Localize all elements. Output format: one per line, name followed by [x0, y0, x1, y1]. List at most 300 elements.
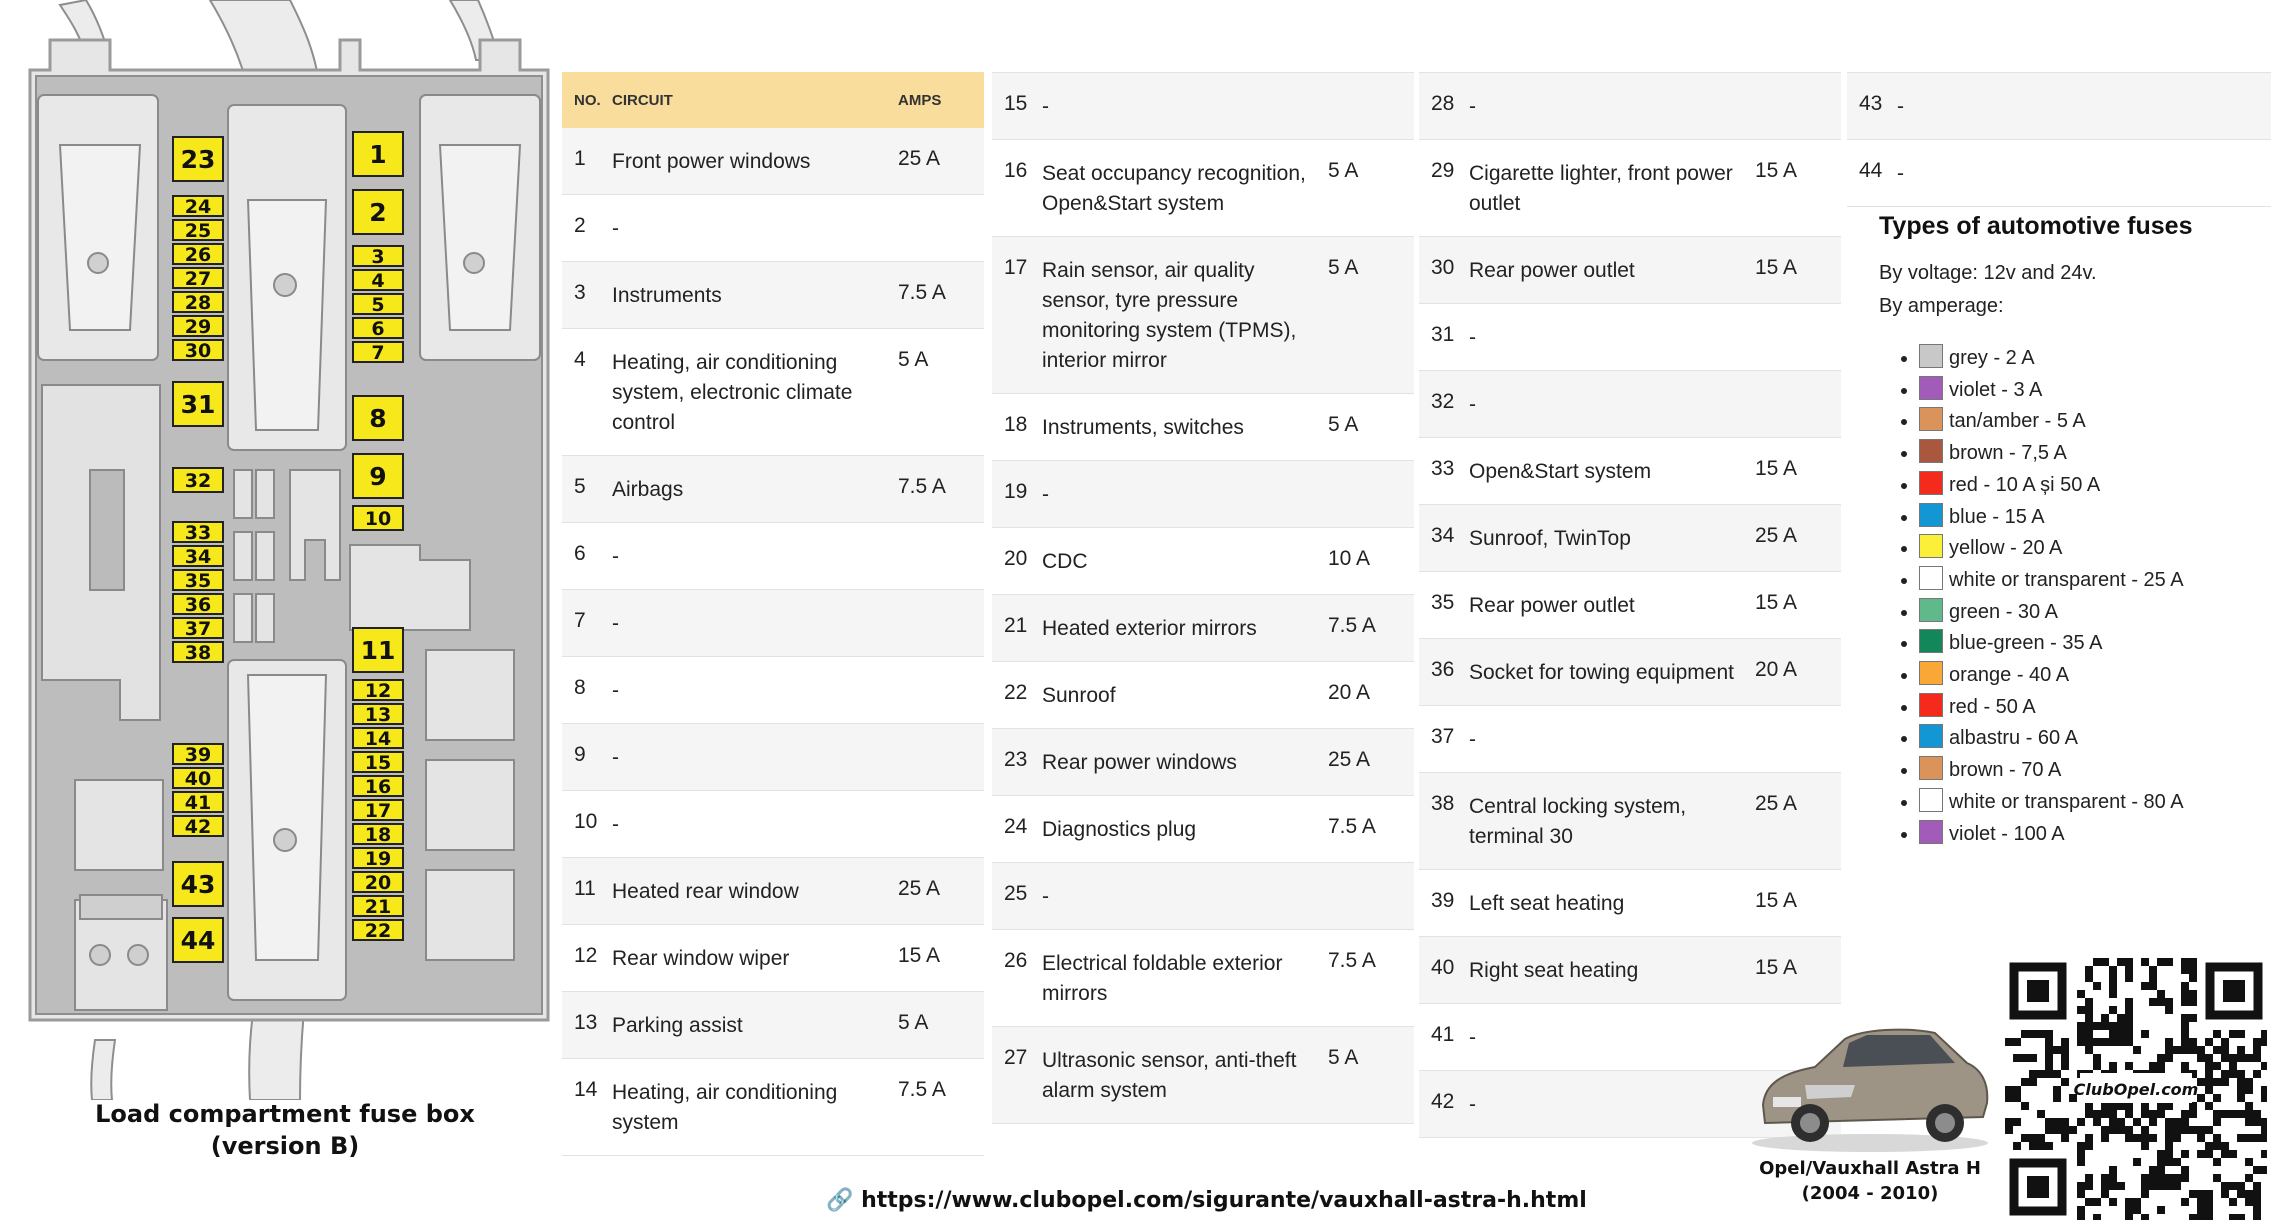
qr-module: [2013, 1118, 2021, 1126]
legend-item: [1919, 343, 2269, 375]
legend-item: [1919, 819, 2269, 851]
table-row: [1419, 73, 1841, 140]
qr-module: [2085, 1182, 2093, 1190]
qr-module: [2109, 1110, 2117, 1118]
fuse-circuit: -: [1897, 162, 1904, 185]
qr-module: [2085, 966, 2093, 974]
fuse-amps: 25 A: [1328, 748, 1371, 771]
color-swatch: [1919, 376, 1943, 400]
source-link[interactable]: [826, 1188, 1587, 1213]
fuse-7: [353, 342, 403, 364]
table-row: [562, 128, 984, 195]
fuse-circuit: Diagnostics plug: [1042, 818, 1197, 841]
fuse-number: 36: [1431, 658, 1455, 681]
fuse-label: 21: [364, 896, 392, 918]
qr-module: [2205, 1054, 2213, 1062]
fuse-label: 26: [184, 244, 212, 266]
qr-module: [2085, 1014, 2093, 1022]
car-image: [1745, 1005, 1995, 1155]
qr-module: [2013, 1054, 2021, 1062]
qr-module: [2165, 1182, 2173, 1190]
qr-module: [2053, 1046, 2061, 1054]
fuse-circuit: Socket for towing equipment: [1469, 661, 1734, 684]
qr-module: [2133, 1118, 2141, 1126]
qr-code: [2005, 958, 2267, 1220]
qr-module: [2221, 1054, 2229, 1062]
qr-module: [2173, 1182, 2181, 1190]
fuse-amps: 7.5 A: [1328, 614, 1376, 637]
qr-module: [2205, 1062, 2213, 1070]
fuse-43: [173, 862, 223, 906]
legend-label: tan/amber - 5 A: [1949, 410, 2086, 433]
fuse-label: 10: [364, 508, 392, 530]
fuse-amps: 5 A: [1328, 413, 1359, 436]
qr-module: [2037, 1110, 2045, 1118]
table-row: [1419, 870, 1841, 937]
qr-module: [2253, 1054, 2261, 1062]
qr-module: [2141, 1174, 2149, 1182]
fuse-label: 42: [184, 816, 212, 838]
qr-module: [2221, 1110, 2229, 1118]
qr-module: [2061, 1134, 2069, 1142]
qr-module: [2053, 1070, 2061, 1078]
fuse-number: 8: [574, 676, 586, 699]
qr-module: [2261, 1126, 2267, 1134]
fuse-number: 24: [1004, 815, 1028, 838]
fuse-label: 38: [184, 642, 212, 664]
fuse-number: 30: [1431, 256, 1455, 279]
qr-module: [2253, 1046, 2261, 1054]
color-swatch: [1919, 820, 1943, 844]
qr-module: [2077, 1190, 2085, 1198]
qr-module: [2125, 974, 2133, 982]
fuse-16: [353, 776, 403, 798]
qr-module: [2189, 1214, 2197, 1220]
fuse-42: [173, 816, 223, 838]
qr-module: [2221, 1046, 2229, 1054]
qr-module: [2157, 1174, 2165, 1182]
qr-module: [2125, 966, 2133, 974]
qr-module: [2181, 1150, 2189, 1158]
qr-module: [2061, 1038, 2069, 1046]
car-caption: [1740, 1156, 2000, 1206]
table-row: [562, 724, 984, 791]
qr-module: [2173, 1118, 2181, 1126]
color-swatch: [1919, 566, 1943, 590]
qr-module: [2205, 1038, 2213, 1046]
table-row: [992, 73, 1414, 140]
qr-module: [2077, 1158, 2085, 1166]
fuse-number: 6: [574, 542, 586, 565]
qr-module: [2213, 1142, 2221, 1150]
fuse-label: 36: [184, 594, 212, 616]
qr-module: [2261, 1030, 2267, 1038]
fuse-label: 3: [371, 246, 385, 268]
fuse-label: 23: [180, 145, 216, 174]
fuse-label: 4: [371, 270, 385, 292]
qr-module: [2101, 1126, 2109, 1134]
qr-module: [2197, 1190, 2205, 1198]
qr-module: [2133, 1198, 2141, 1206]
qr-module: [2077, 990, 2085, 998]
qr-module: [2029, 1142, 2037, 1150]
fuse-table-1: [562, 72, 984, 1156]
qr-module: [2181, 982, 2189, 990]
qr-module: [2141, 1214, 2149, 1220]
qr-module: [2213, 1046, 2221, 1054]
qr-module: [2005, 1038, 2013, 1046]
legend-label: brown - 7,5 A: [1949, 442, 2067, 465]
qr-module: [2053, 1126, 2061, 1134]
legend-item: [1919, 628, 2269, 660]
table-row: [562, 329, 984, 456]
qr-module: [2085, 1174, 2093, 1182]
fuse-1: [353, 132, 403, 176]
fuse-number: 32: [1431, 390, 1455, 413]
fuse-circuit: -: [1469, 326, 1476, 349]
fuse-circuit: Front power windows: [612, 150, 811, 173]
qr-module: [2157, 958, 2165, 966]
legend-list: [1879, 343, 2269, 850]
fuse-box-diagram: [0, 0, 560, 1100]
color-swatch: [1919, 344, 1943, 368]
table-row: [992, 140, 1414, 237]
fuse-10: [353, 506, 403, 530]
qr-module: [2237, 1054, 2245, 1062]
qr-module: [2205, 1086, 2213, 1094]
legend-item: [1919, 723, 2269, 755]
qr-module: [2253, 1070, 2261, 1078]
qr-module: [2173, 1174, 2181, 1182]
qr-module: [2181, 1038, 2189, 1046]
fuse-label: 43: [180, 870, 216, 899]
qr-module: [2101, 1182, 2109, 1190]
qr-module: [2181, 1046, 2189, 1054]
color-swatch: [1919, 788, 1943, 812]
fuse-amps: 20 A: [1328, 681, 1371, 704]
fuse-label: 20: [364, 872, 392, 894]
qr-module: [2229, 1030, 2237, 1038]
qr-module: [2221, 1150, 2229, 1158]
fuse-amps: [898, 724, 984, 791]
qr-module: [2205, 1142, 2213, 1150]
qr-module: [2245, 1110, 2253, 1118]
table-row: [992, 930, 1414, 1027]
color-swatch: [1919, 439, 1943, 463]
qr-module: [2109, 1062, 2117, 1070]
table-row: [1419, 572, 1841, 639]
qr-module: [2197, 1206, 2205, 1214]
fuse-circuit: Ultrasonic sensor, anti-theft alarm system: [1042, 1049, 1297, 1102]
qr-module: [2133, 1134, 2141, 1142]
fuse-circuit: -: [1469, 728, 1476, 751]
qr-module: [2245, 1078, 2253, 1086]
legend-label: orange - 40 A: [1949, 664, 2070, 687]
fuse-22: [353, 920, 403, 942]
qr-module: [2125, 1214, 2133, 1220]
qr-module: [2189, 974, 2197, 982]
color-swatch: [1919, 693, 1943, 717]
fuse-number: 20: [1004, 547, 1028, 570]
qr-module: [2149, 998, 2157, 1006]
fuse-number: 14: [574, 1078, 598, 1101]
color-swatch: [1919, 629, 1943, 653]
qr-module: [2197, 1126, 2205, 1134]
qr-module: [2197, 1214, 2205, 1220]
qr-module: [2173, 1158, 2181, 1166]
qr-module: [2237, 1110, 2245, 1118]
table-row: [992, 863, 1414, 930]
legend-voltage: By voltage: 12v and 24v.: [1879, 262, 2097, 284]
legend-label: albastru - 60 A: [1949, 727, 2078, 750]
qr-module: [2101, 1038, 2109, 1046]
qr-module: [2061, 1062, 2069, 1070]
qr-module: [2093, 958, 2101, 966]
fuse-number: 22: [1004, 681, 1028, 704]
fuse-circuit: -: [612, 746, 619, 769]
qr-module: [2245, 1198, 2253, 1206]
qr-module: [2261, 1062, 2267, 1070]
fuse-amps: 15 A: [1755, 591, 1798, 614]
qr-module: [2109, 1126, 2117, 1134]
fuse-circuit: Sunroof, TwinTop: [1469, 527, 1631, 550]
fuse-amps: 25 A: [898, 147, 941, 170]
table-row: [1419, 505, 1841, 572]
qr-module: [2205, 1150, 2213, 1158]
qr-module: [2117, 1182, 2125, 1190]
fuse-label: 25: [184, 220, 212, 242]
fuse-circuit: -: [1042, 885, 1049, 908]
table-row: [562, 858, 984, 925]
fuse-label: 30: [184, 340, 212, 362]
fuse-circuit: Right seat heating: [1469, 959, 1639, 982]
qr-module: [2077, 1022, 2085, 1030]
qr-module: [2013, 1094, 2021, 1102]
fuse-3: [353, 246, 403, 268]
fuse-5: [353, 294, 403, 316]
qr-module: [2093, 1198, 2101, 1206]
fuse-8: [353, 396, 403, 440]
fuse-label: 39: [184, 744, 212, 766]
fuse-number: 9: [574, 743, 586, 766]
qr-module: [2237, 1086, 2245, 1094]
qr-module: [2061, 1054, 2069, 1062]
fuse-amps: [1755, 371, 1841, 438]
qr-module: [2149, 1182, 2157, 1190]
fuse-circuit: Left seat heating: [1469, 892, 1625, 915]
qr-module: [2165, 1134, 2173, 1142]
fuse-circuit: Instruments: [612, 284, 722, 307]
fuse-circuit: -: [1469, 1093, 1476, 1116]
qr-module: [2157, 1150, 2165, 1158]
fuse-amps: 15 A: [1755, 889, 1798, 912]
qr-module: [2261, 1038, 2267, 1046]
qr-module: [2029, 1078, 2037, 1086]
table-row: [1419, 140, 1841, 237]
qr-module: [2229, 1182, 2237, 1190]
qr-module: [2021, 1054, 2029, 1062]
fuse-label: 32: [184, 470, 212, 492]
qr-module: [2253, 1182, 2261, 1190]
qr-module: [2125, 1038, 2133, 1046]
fuse-number: 40: [1431, 956, 1455, 979]
qr-module: [2213, 1118, 2221, 1126]
qr-module: [2109, 974, 2117, 982]
qr-module: [2125, 1110, 2133, 1118]
qr-module: [2045, 1038, 2053, 1046]
qr-module: [2157, 998, 2165, 1006]
qr-module: [2181, 1118, 2189, 1126]
fuse-label: 2: [369, 198, 387, 227]
table-row: [562, 992, 984, 1059]
table-row: [562, 1059, 984, 1156]
fuse-number: 19: [1004, 480, 1028, 503]
color-swatch: [1919, 756, 1943, 780]
qr-module: [2125, 1022, 2133, 1030]
qr-module: [2125, 1126, 2133, 1134]
qr-module: [2117, 1126, 2125, 1134]
legend-label: brown - 70 A: [1949, 759, 2062, 782]
fuse-amps: 15 A: [1755, 956, 1798, 979]
fuse-amps: 5 A: [1328, 159, 1359, 182]
fuse-number: 26: [1004, 949, 1028, 972]
fuse-label: 24: [184, 196, 212, 218]
qr-module: [2197, 1134, 2205, 1142]
qr-module: [2109, 1118, 2117, 1126]
qr-module: [2077, 1038, 2085, 1046]
fuse-29: [173, 316, 223, 338]
table-row: [562, 657, 984, 724]
fuse-amps: [1755, 73, 1841, 140]
qr-module: [2141, 1142, 2149, 1150]
qr-module: [2133, 1046, 2141, 1054]
fuse-38: [173, 642, 223, 664]
qr-module: [2165, 958, 2173, 966]
qr-module: [2117, 1014, 2125, 1022]
qr-module: [2205, 1198, 2213, 1206]
qr-module: [2221, 1038, 2229, 1046]
qr-module: [2077, 1206, 2085, 1214]
legend-item: [1919, 502, 2269, 534]
fuse-41: [173, 792, 223, 814]
link-icon: 🔗: [826, 1188, 854, 1213]
qr-module: [2093, 982, 2101, 990]
color-swatch: [1919, 471, 1943, 495]
qr-module: [2181, 1166, 2189, 1174]
qr-module: [2157, 1166, 2165, 1174]
qr-module: [2245, 1118, 2253, 1126]
fuse-37: [173, 618, 223, 640]
fuse-label: 16: [364, 776, 392, 798]
fuse-34: [173, 546, 223, 568]
fuse-amps: 25 A: [1755, 524, 1798, 547]
qr-module: [2101, 1190, 2109, 1198]
qr-module: [2157, 1062, 2165, 1070]
qr-module: [2165, 1150, 2173, 1158]
fuse-circuit: -: [612, 217, 619, 240]
fuse-label: 37: [184, 618, 212, 640]
qr-module: [2005, 1094, 2013, 1102]
fuse-amps: 7.5 A: [898, 1078, 946, 1101]
qr-module: [2101, 958, 2109, 966]
qr-module: [2101, 1134, 2109, 1142]
table-row: [562, 195, 984, 262]
qr-module: [2157, 990, 2165, 998]
qr-module: [2157, 1102, 2165, 1110]
qr-module: [2205, 1190, 2213, 1198]
qr-module: [2117, 958, 2125, 966]
qr-module: [2229, 1214, 2237, 1220]
fuse-circuit: Rain sensor, air quality sensor, tyre pressure monitoring system (TPMS), interior mirror: [1042, 259, 1297, 372]
fuse-label: 15: [364, 752, 392, 774]
qr-module: [2109, 1166, 2117, 1174]
fuse-amps: [898, 590, 984, 657]
fuse-amps: [1755, 304, 1841, 371]
qr-module: [2029, 1054, 2037, 1062]
qr-module: [2157, 1158, 2165, 1166]
qr-module: [2053, 1118, 2061, 1126]
fuse-amps: [1755, 706, 1841, 773]
table-row: [562, 590, 984, 657]
qr-module: [2093, 1038, 2101, 1046]
legend-label: blue - 15 A: [1949, 505, 2045, 528]
fuse-label: 13: [364, 704, 392, 726]
fuse-table-4: [1847, 72, 2271, 207]
qr-module: [2205, 1078, 2213, 1086]
fuse-label: 27: [184, 268, 212, 290]
fuse-circuit: Heating, air conditioning system: [612, 1081, 838, 1134]
fuse-44: [173, 918, 223, 962]
qr-module: [2181, 1062, 2189, 1070]
qr-module: [2141, 1134, 2149, 1142]
qr-module: [2157, 1110, 2165, 1118]
qr-module: [2141, 1030, 2149, 1038]
qr-module: [2229, 1150, 2237, 1158]
color-swatch: [1919, 503, 1943, 527]
qr-module: [2205, 1214, 2213, 1220]
fuse-label: 28: [184, 292, 212, 314]
legend-item: [1919, 565, 2269, 597]
qr-module: [2053, 1086, 2061, 1094]
qr-module: [2205, 1206, 2213, 1214]
fuse-circuit: Cigarette lighter, front power outlet: [1469, 162, 1733, 215]
fuse-label: 22: [364, 920, 392, 942]
qr-module: [2165, 1102, 2173, 1110]
qr-module: [2229, 1062, 2237, 1070]
qr-module: [2037, 1134, 2045, 1142]
qr-module: [2117, 1102, 2125, 1110]
fuse-circuit: Heating, air conditioning system, electronic climate control: [612, 351, 853, 434]
qr-module: [2165, 1126, 2173, 1134]
qr-module: [2133, 1206, 2141, 1214]
qr-module: [2181, 1110, 2189, 1118]
legend-item: [1919, 787, 2269, 819]
fuse-circuit: -: [1042, 483, 1049, 506]
fuse-circuit: -: [612, 612, 619, 635]
fuse-number: 41: [1431, 1023, 1455, 1046]
qr-module: [2101, 1022, 2109, 1030]
qr-module: [2109, 1030, 2117, 1038]
legend-label: blue-green - 35 A: [1949, 632, 2103, 655]
fuse-number: 27: [1004, 1046, 1028, 1069]
qr-module: [2237, 1070, 2245, 1078]
qr-module: [2181, 1014, 2189, 1022]
fuse-amps: 5 A: [1328, 256, 1359, 279]
qr-module: [2245, 1054, 2253, 1062]
center-connector-top: [228, 105, 346, 450]
qr-module: [2173, 1046, 2181, 1054]
fuse-number: 39: [1431, 889, 1455, 912]
